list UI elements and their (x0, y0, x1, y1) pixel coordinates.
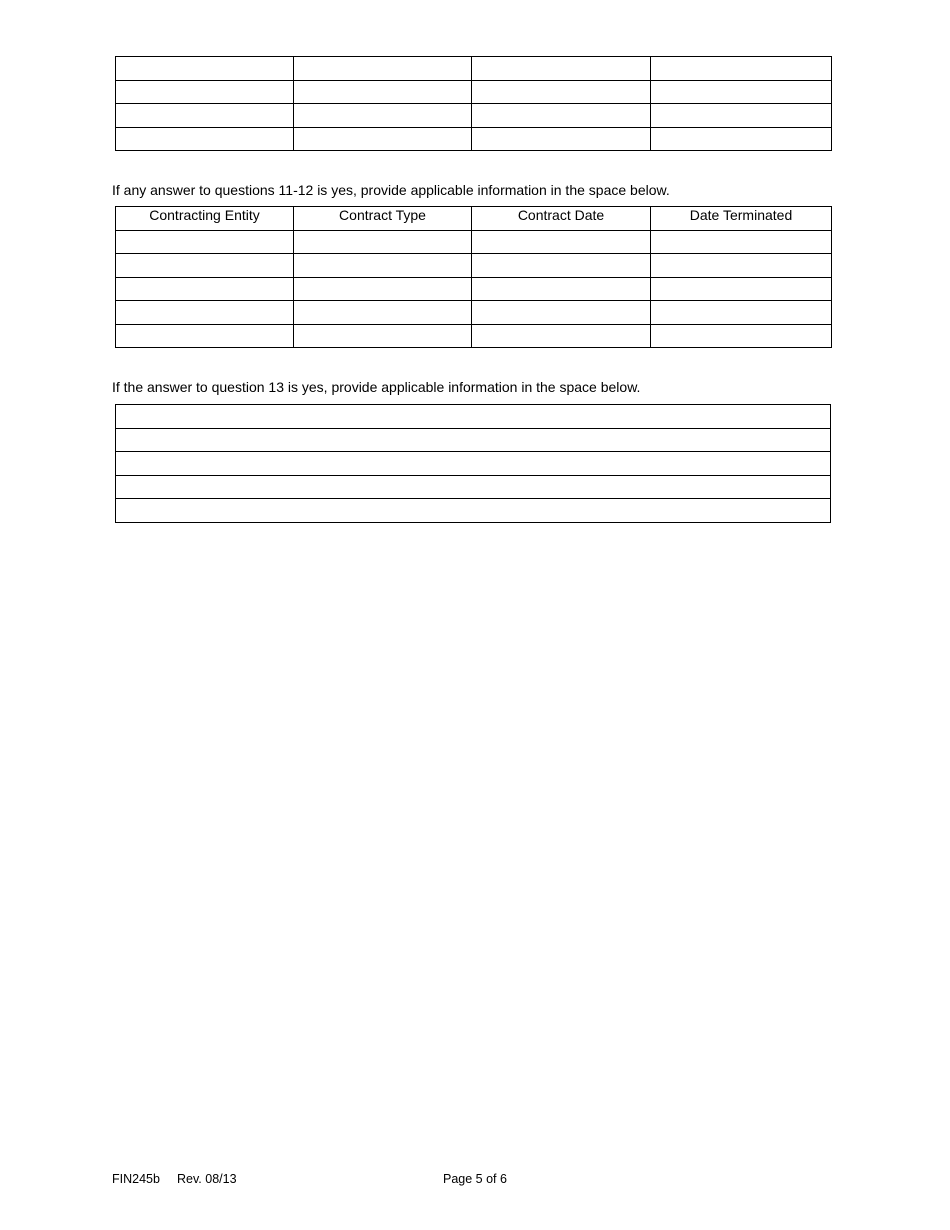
footer-revision: Rev. 08/13 (177, 1172, 237, 1186)
table-cell[interactable] (116, 277, 294, 301)
table-cell[interactable] (116, 301, 294, 325)
table-row (116, 405, 831, 429)
table-row (116, 475, 831, 499)
question-13-table (115, 404, 831, 523)
header-contracting-entity: Contracting Entity (116, 207, 294, 231)
table-cell[interactable] (294, 277, 472, 301)
table-row (116, 277, 832, 301)
table-cell[interactable] (116, 254, 294, 278)
table-cell[interactable] (651, 277, 832, 301)
table-cell[interactable] (472, 301, 651, 325)
table-cell[interactable] (651, 324, 832, 348)
table-row (116, 57, 832, 81)
table-row (116, 127, 832, 151)
table-cell[interactable] (294, 301, 472, 325)
table-row (116, 254, 832, 278)
table-cell[interactable] (472, 104, 651, 128)
table-row (116, 80, 832, 104)
table-cell[interactable] (294, 324, 472, 348)
table-cell[interactable] (116, 475, 831, 499)
table-cell[interactable] (472, 324, 651, 348)
table-cell[interactable] (116, 57, 294, 81)
table-cell[interactable] (116, 104, 294, 128)
table-cell[interactable] (116, 452, 831, 476)
table-row (116, 428, 831, 452)
table-row (116, 301, 832, 325)
table-cell[interactable] (116, 230, 294, 254)
table-cell[interactable] (651, 57, 832, 81)
table-row (116, 499, 831, 523)
table-cell[interactable] (116, 324, 294, 348)
table-cell[interactable] (472, 80, 651, 104)
table-cell[interactable] (472, 277, 651, 301)
instruction-questions-11-12: If any answer to questions 11-12 is yes, provide applicable information in the space below. (112, 182, 670, 198)
table-cell[interactable] (294, 104, 472, 128)
table-cell[interactable] (651, 301, 832, 325)
contracts-table (115, 206, 832, 348)
footer-form-number: FIN245b (112, 1172, 160, 1186)
table-row (116, 324, 832, 348)
header-contract-date: Contract Date (472, 207, 651, 231)
table-cell[interactable] (651, 230, 832, 254)
table-cell[interactable] (116, 405, 831, 429)
footer-page-number: Page 5 of 6 (443, 1172, 507, 1186)
table-cell[interactable] (294, 230, 472, 254)
table-cell[interactable] (294, 254, 472, 278)
table-cell[interactable] (472, 230, 651, 254)
table-cell[interactable] (294, 80, 472, 104)
table-cell[interactable] (116, 499, 831, 523)
continuation-table (115, 56, 832, 151)
header-date-terminated: Date Terminated (651, 207, 832, 231)
table-cell[interactable] (472, 254, 651, 278)
header-contract-type: Contract Type (294, 207, 472, 231)
table-cell[interactable] (294, 127, 472, 151)
table-cell[interactable] (294, 57, 472, 81)
table-cell[interactable] (651, 104, 832, 128)
table-cell[interactable] (651, 127, 832, 151)
table-cell[interactable] (116, 80, 294, 104)
table-cell[interactable] (651, 80, 832, 104)
table-cell[interactable] (116, 127, 294, 151)
table-row (116, 230, 832, 254)
table-cell[interactable] (472, 127, 651, 151)
table-header-row (116, 207, 832, 231)
table-cell[interactable] (116, 428, 831, 452)
instruction-question-13: If the answer to question 13 is yes, provide applicable information in the space below. (112, 379, 641, 395)
table-row (116, 104, 832, 128)
table-row (116, 452, 831, 476)
table-cell[interactable] (472, 57, 651, 81)
table-cell[interactable] (651, 254, 832, 278)
